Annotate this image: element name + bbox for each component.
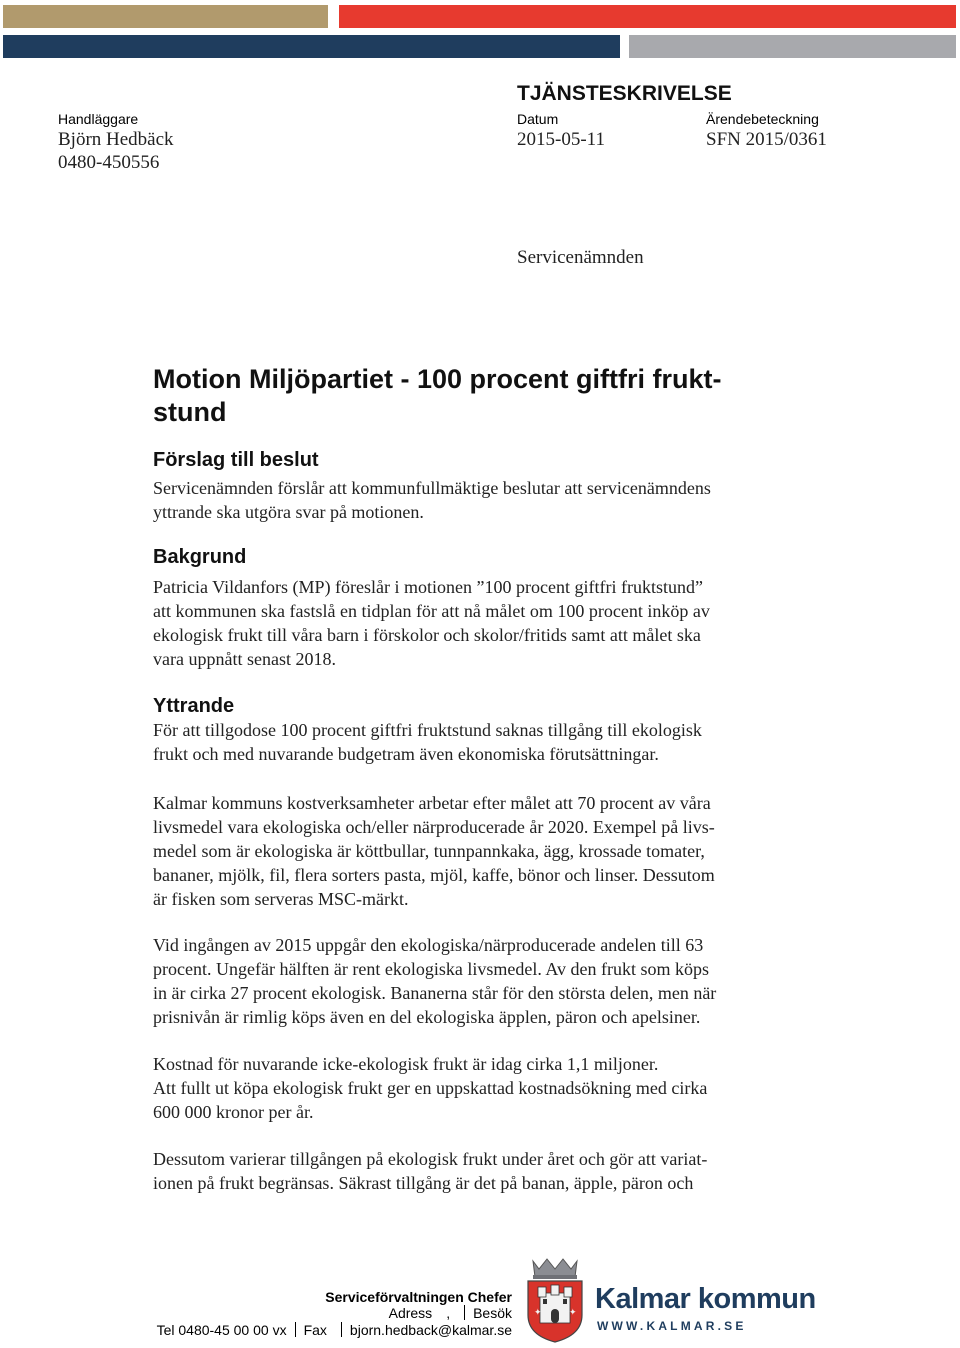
header-bar-navy	[3, 35, 620, 58]
kalmar-coat-of-arms-icon	[525, 1257, 585, 1343]
datum-value: 2015-05-11	[517, 129, 605, 150]
yttrande-p2-line: livsmedel vara ekologiska och/eller närproducerade år 2020. Exempel på livs-	[153, 817, 715, 837]
footer-address-row	[389, 1305, 512, 1321]
yttrande-p5-line: Dessutom varierar tillgången på ekologisk frukt under året och gör att variat-	[153, 1149, 708, 1169]
yttrande-p4-line: Kostnad för nuvarande icke-ekologisk frukt är idag cirka 1,1 miljoner.	[153, 1054, 659, 1074]
forslag-heading: Förslag till beslut	[153, 449, 319, 471]
yttrande-p3-line: Vid ingången av 2015 uppgår den ekologiska/närproducerade andelen till 63	[153, 935, 704, 955]
title-line-2: stund	[153, 397, 227, 427]
yttrande-p2-line: är fisken som serveras MSC-märkt.	[153, 889, 409, 909]
svg-text:✦: ✦	[569, 1308, 577, 1318]
forslag-section	[153, 449, 813, 524]
title-line-1: Motion Miljöpartiet - 100 procent giftfri frukt-	[153, 364, 722, 394]
bakgrund-section	[153, 546, 813, 671]
yttrande-p2-line: medel som är ekologiska är köttbullar, tunnpannkaka, ägg, krossade tomater,	[153, 841, 705, 861]
bakgrund-line: ekologisk frukt till våra barn i förskolor och skolor/fritids samt att målet ska	[153, 625, 701, 645]
arende-value: SFN 2015/0361	[706, 129, 827, 150]
yttrande-p4-line: 600 000 kronor per år.	[153, 1102, 314, 1122]
svg-text:✦: ✦	[534, 1308, 542, 1318]
yttrande-p3-line: prisnivån är rimlig köps även en del ekologiska äpplen, päron och apelsiner.	[153, 1007, 701, 1027]
kalmar-logo-name: Kalmar kommun	[595, 1283, 816, 1315]
yttrande-p3-line: procent. Ungefär hälften är rent ekologiska livsmedel. Av den frukt som köps	[153, 959, 710, 979]
yttrande-p5-line: ionen på frukt begränsas. Säkrast tillgång är det på banan, äpple, päron och	[153, 1173, 694, 1193]
bakgrund-line: att kommunen ska fastslå en tidplan för att nå målet om 100 procent inköp av	[153, 601, 710, 621]
bakgrund-heading: Bakgrund	[153, 546, 247, 568]
yttrande-paragraph-2	[153, 791, 813, 911]
yttrande-section	[153, 695, 813, 766]
header-bar-red	[339, 5, 956, 28]
header-bar-gold	[3, 5, 328, 28]
handlaggare-label: Handläggare	[58, 111, 139, 127]
yttrande-p1-line: För att tillgodose 100 procent giftfri fruktstund saknas tillgång till ekologisk	[153, 720, 702, 740]
forslag-line: yttrande ska utgöra svar på motionen.	[153, 502, 424, 522]
footer-contact-row	[157, 1322, 512, 1338]
yttrande-p2-line: bananer, mjölk, fil, flera sorters pasta, mjöl, kaffe, bönor och linser. Dessutom	[153, 865, 715, 885]
yttrande-paragraph-3	[153, 933, 813, 1029]
yttrande-heading: Yttrande	[153, 695, 235, 717]
footer-tel: Tel 0480-45 00 00 vx	[156, 1322, 287, 1338]
yttrande-p3-line: in är cirka 27 procent ekologisk. Bananerna står för den största delen, men när	[153, 983, 717, 1003]
document-title	[153, 363, 813, 429]
yttrande-p4-line: Att fullt ut köpa ekologisk frukt ger en uppskattad kostnadsökning med cirka	[153, 1078, 708, 1098]
footer-fax: Fax	[303, 1322, 327, 1338]
bakgrund-line: vara uppnått senast 2018.	[153, 649, 336, 669]
footer-org: Serviceförvaltningen Chefer	[325, 1289, 512, 1305]
header-bar-gray	[629, 35, 956, 58]
recipient: Servicenämnden	[517, 247, 644, 268]
footer-besok-label: Besök	[473, 1305, 512, 1321]
forslag-line: Servicenämnden förslår att kommunfullmäktige beslutar att servicenämndens	[153, 478, 711, 498]
kalmar-logo-url: WWW.KALMAR.SE	[597, 1319, 747, 1333]
footer-adress-separator: ,	[446, 1305, 451, 1321]
handlaggare-name: Björn Hedbäck	[58, 129, 174, 150]
footer-divider	[341, 1322, 342, 1337]
arende-label: Ärendebeteckning	[706, 111, 819, 127]
footer-divider	[295, 1322, 296, 1337]
yttrande-paragraph-4	[153, 1052, 813, 1124]
yttrande-p2-line: Kalmar kommuns kostverksamheter arbetar efter målet att 70 procent av våra	[153, 793, 711, 813]
footer-email[interactable]: bjorn.hedback@kalmar.se	[349, 1322, 512, 1338]
yttrande-paragraph-5	[153, 1147, 813, 1195]
yttrande-p1-line: frukt och med nuvarande budgetram även ekonomiska förutsättningar.	[153, 744, 659, 764]
bakgrund-line: Patricia Vildanfors (MP) föreslår i motionen ”100 procent giftfri fruktstund”	[153, 577, 703, 597]
document-type: TJÄNSTESKRIVELSE	[517, 82, 732, 105]
footer-divider	[464, 1305, 465, 1320]
datum-label: Datum	[517, 111, 559, 127]
handlaggare-phone: 0480-450556	[58, 152, 160, 173]
footer-adress-label: Adress	[388, 1305, 433, 1321]
